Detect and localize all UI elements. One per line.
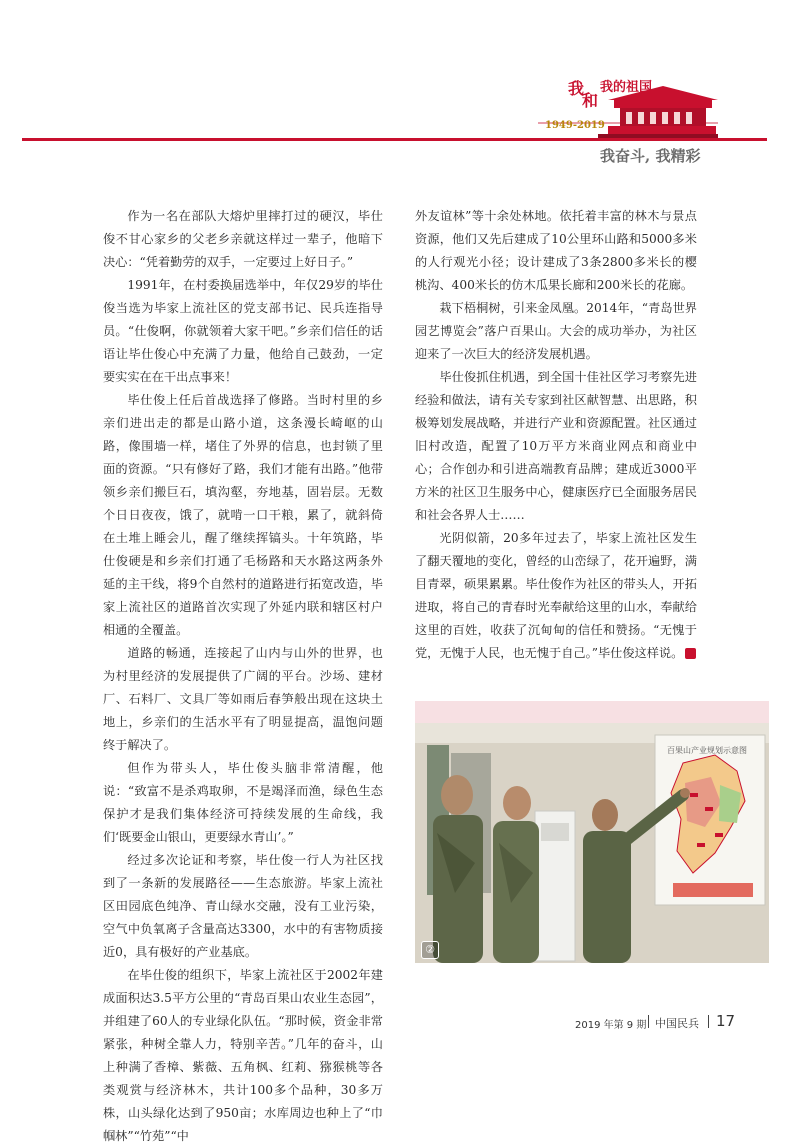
logo-text-motherland: 我的祖国 <box>600 80 653 95</box>
footer-divider <box>708 1015 709 1028</box>
paragraph: 毕仕俊抓住机遇，到全国十佳社区学习考察先进经验和做法，请有关专家到社区献智慧、出思路，积极筹划发展战略，并进行产业和资源配置。社区通过旧村改造，配置了10万平方米商业网点和商业中心；合作创办和引进高端教育品牌；建成近3000平方米的社区卫生服务中心，健康医疗已全面服务居民和社会各界人士…… <box>415 370 697 522</box>
paragraph: 毕仕俊上任后首战选择了修路。当时村里的乡亲们进出走的都是山路小道，这条漫长崎岖的山路，像围墙一样，堵住了外界的信息，也封锁了里面的资源。“只有修好了路，我们才能有出路。”他带领乡亲们搬巨石，填沟壑，夯地基，固岩层。无数个日日夜夜，饿了，就啃一口干粮，累了，就斜倚在土堆上睡会儿，醒了继续挥镐头。十年筑路，毕仕俊硬是和乡亲们打通了毛杨路和天水路这两条外延的主干线，将9个自然村的道路进行拓宽改造，毕家上流社区的道路首次实现了外延内联和辖区村户相通的全覆盖。 <box>103 393 383 637</box>
page-number: 17 <box>716 1012 736 1030</box>
photo-top-band <box>415 701 769 723</box>
photo-illustration <box>415 723 769 963</box>
paragraph: 作为一名在部队大熔炉里摔打过的硬汉，毕仕俊不甘心家乡的父老乡亲就这样过一辈子，他暗下决心：“凭着勤劳的双手，一定要过上好日子。” <box>103 209 383 269</box>
logo-text-he: 和 <box>582 91 599 110</box>
end-mark-icon: 责 <box>685 648 696 659</box>
footer-divider <box>648 1015 649 1028</box>
paragraph: 外友谊林”等十余处林地。依托着丰富的林木与景点资源，他们又先后建成了10公里环山路和5000多米的人行观光小径；设计建成了3条2800多米长的樱桃沟、400米长的仿木瓜果长廊和200米长的花廊。 <box>415 209 697 292</box>
paragraph-text: 光阴似箭，20多年过去了，毕家上流社区发生了翻天覆地的变化，曾经的山峦绿了，花开遍野，满目青翠，硕果累累。毕仕俊作为社区的带头人，开拓进取，将自己的青春时光奉献给这里的山水，奉献给这里的百姓，收获了沉甸甸的信任和赞扬。“无愧于党，无愧于人民，也无愧于自己。”毕仕俊这样说。 <box>415 531 697 660</box>
issue-label: 2019 年第 9 期 <box>575 1020 647 1031</box>
map-title: 百果山产业规划示意图 <box>667 746 747 755</box>
magazine-name: 中国民兵 <box>655 1017 699 1030</box>
paragraph: 在毕仕俊的组织下，毕家上流社区于2002年建成面积达3.5平方公里的“青岛百果山农业生态园”，并组建了60人的专业绿化队伍。“那时候，资金非常紧张，种树全靠人力，特别辛苦。”几年的奋斗，山上种满了香樟、紫薇、五角枫、红莉、猕猴桃等各类观赏与经济林木，共计100多个品种，30多万株，山头绿化达到了950亩；水库周边也种上了“巾帼林”“竹苑”“中 <box>103 968 383 1143</box>
paragraph: 道路的畅通，连接起了山内与山外的世界，也为村里经济的发展提供了广阔的平台。沙场、建材厂、石料厂、文具厂等如雨后春笋般出现在这块土地上，乡亲们的生活水平有了明显提高，温饱问题终于解决了。 <box>103 646 383 752</box>
left-text-column <box>103 205 383 1148</box>
paragraph: 栽下梧桐树，引来金凤凰。2014年，“青岛世界园艺博览会”落户百果山。大会的成功举办，为社区迎来了一次巨大的经济发展机遇。 <box>415 301 697 361</box>
right-text-column <box>415 205 718 665</box>
paragraph: 但作为带头人，毕仕俊头脑非常清醒，他说：“致富不是杀鸡取卵，不是竭泽而渔，绿色生态保护才是我们集体经济可持续发展的生命线，我们‘既要金山银山，更要绿水青山’。” <box>103 761 383 844</box>
photo-number-badge: ② <box>421 941 439 959</box>
logo-years: 1949-2019 <box>545 120 605 131</box>
page-footer <box>560 1012 780 1032</box>
paragraph-final <box>415 527 718 665</box>
section-slogan: 我奋斗, 我精彩 <box>600 147 701 165</box>
paragraph: 经过多次论证和考察，毕仕俊一行人为社区找到了一条新的发展路径——生态旅游。毕家上流社区田园底色纯净、青山绿水交融，没有工业污染，空气中负氧离子含量高达3300，水中的有害物质接近0，具有极好的产业基底。 <box>103 853 383 959</box>
logo-text-wo: 我 <box>568 79 585 98</box>
paragraph: 1991年，在村委换届选举中，年仅29岁的毕仕俊当选为毕家上流社区的党支部书记、民兵连指导员。“仕俊啊，你就领着大家干吧。”乡亲们信任的话语让毕仕俊心中充满了力量，他给自己鼓劲，一定要实实在在干出点事来！ <box>103 278 383 384</box>
photo-officers-at-map <box>415 723 769 963</box>
